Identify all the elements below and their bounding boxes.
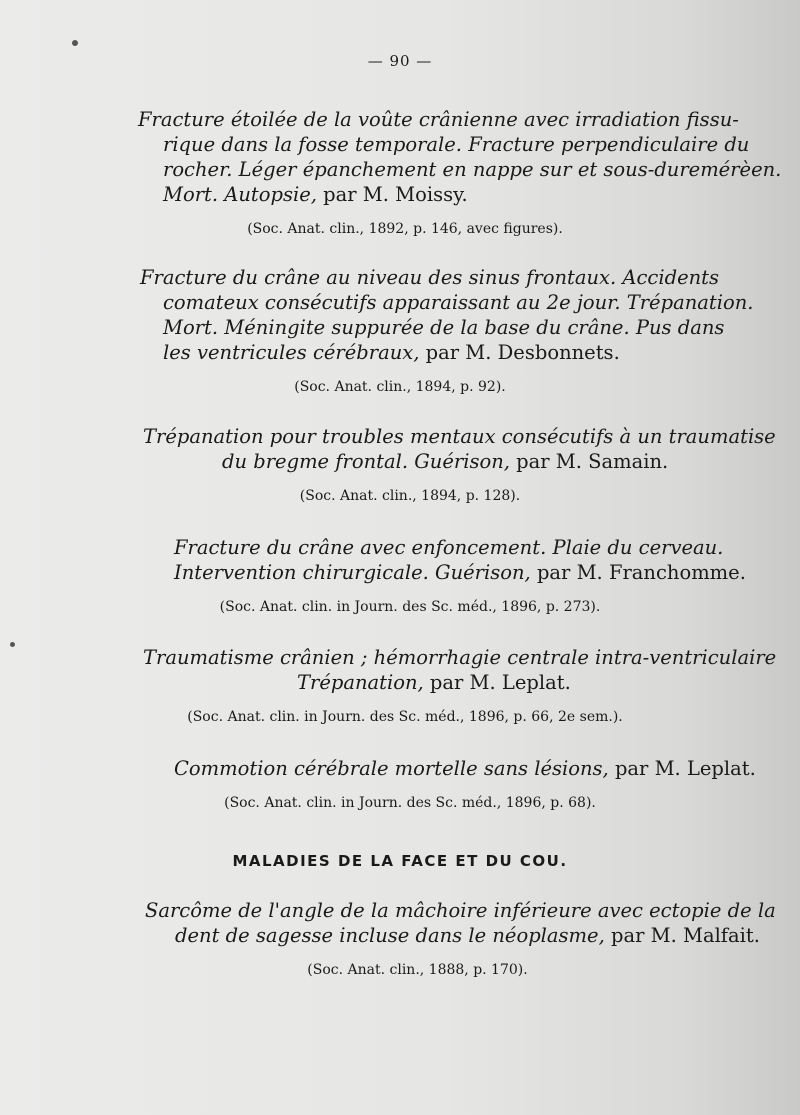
entry-line: Trépanation pour troubles mentaux consécutifs à un traumatise [143,425,776,448]
entry-line: comateux consécutifs apparaissant au 2e jour. Trépanation. [163,291,754,314]
entry-last-line [0,340,800,365]
speck-mark [72,40,78,46]
page-number: — 90 — [367,52,433,70]
entry-reference: (Soc. Anat. clin., 1888, p. 170). [307,962,528,978]
entry-line: Mort. Méningite suppurée de la base du crâne. Pus dans [163,316,725,339]
entry-italic-text: dent de sagesse incluse dans le néoplasme, [175,924,605,947]
entry-author: par M. Leplat. [423,671,571,694]
entry-author: par M. Desbonnets. [419,341,620,364]
entry-author: par M. Leplat. [608,757,756,780]
entry-author: par M. Moissy. [316,183,468,206]
entry-last-line [0,560,800,585]
entry-italic-text: du bregme frontal. Guérison, [222,450,510,473]
entry-italic-text: les ventricules cérébraux, [163,341,420,364]
entry-reference: (Soc. Anat. clin., 1894, p. 92). [294,379,506,395]
bibliography-entry [0,898,800,978]
bibliography-entry [0,535,800,615]
entry-last-line [0,449,800,474]
entry-author: par M. Franchomme. [530,561,746,584]
entry-line: rique dans la fosse temporale. Fracture perpendiculaire du [163,133,750,156]
entry-last-line [0,923,800,948]
bibliography-entry [0,424,800,504]
entry-line: Fracture étoilée de la voûte crânienne avec irradiation fissu- [138,108,739,131]
entry-author: par M. Malfait. [604,924,760,947]
entry-last-line [0,670,800,695]
entry-italic-text: Intervention chirurgicale. Guérison, [174,561,531,584]
bibliography-entry [0,645,800,725]
bibliography-entry [0,107,800,237]
entry-reference: (Soc. Anat. clin. in Journ. des Sc. méd., 1896, p. 273). [219,599,601,615]
entry-reference: (Soc. Anat. clin. in Journ. des Sc. méd., 1896, p. 66, 2e sem.). [187,709,623,725]
entry-author: par M. Samain. [509,450,669,473]
bibliography-entry [0,756,800,811]
entry-line: Fracture du crâne avec enfoncement. Plaie du cerveau. [174,536,724,559]
entry-last-line [0,756,800,781]
entry-line: rocher. Léger épanchement en nappe sur et sous-duremérèen. [163,158,782,181]
entry-line: Sarcôme de l'angle de la mâchoire inférieure avec ectopie de la [145,899,776,922]
entry-reference: (Soc. Anat. clin., 1894, p. 128). [299,488,521,504]
entry-line: Traumatisme crânien ; hémorrhagie centrale intra-ventriculaire [143,646,777,669]
entry-italic-text: Trépanation, [297,671,424,694]
section-heading: MALADIES DE LA FACE ET DU COU. [232,852,568,870]
bibliography-entry [0,265,800,395]
entry-reference: (Soc. Anat. clin. in Journ. des Sc. méd., 1896, p. 68). [224,795,596,811]
entry-italic-text: Commotion cérébrale mortelle sans lésions, [174,757,609,780]
entry-italic-text: Mort. Autopsie, [163,183,317,206]
entry-line: Fracture du crâne au niveau des sinus frontaux. Accidents [140,266,720,289]
entry-last-line [0,182,800,207]
entry-reference: (Soc. Anat. clin., 1892, p. 146, avec figures). [247,221,563,237]
